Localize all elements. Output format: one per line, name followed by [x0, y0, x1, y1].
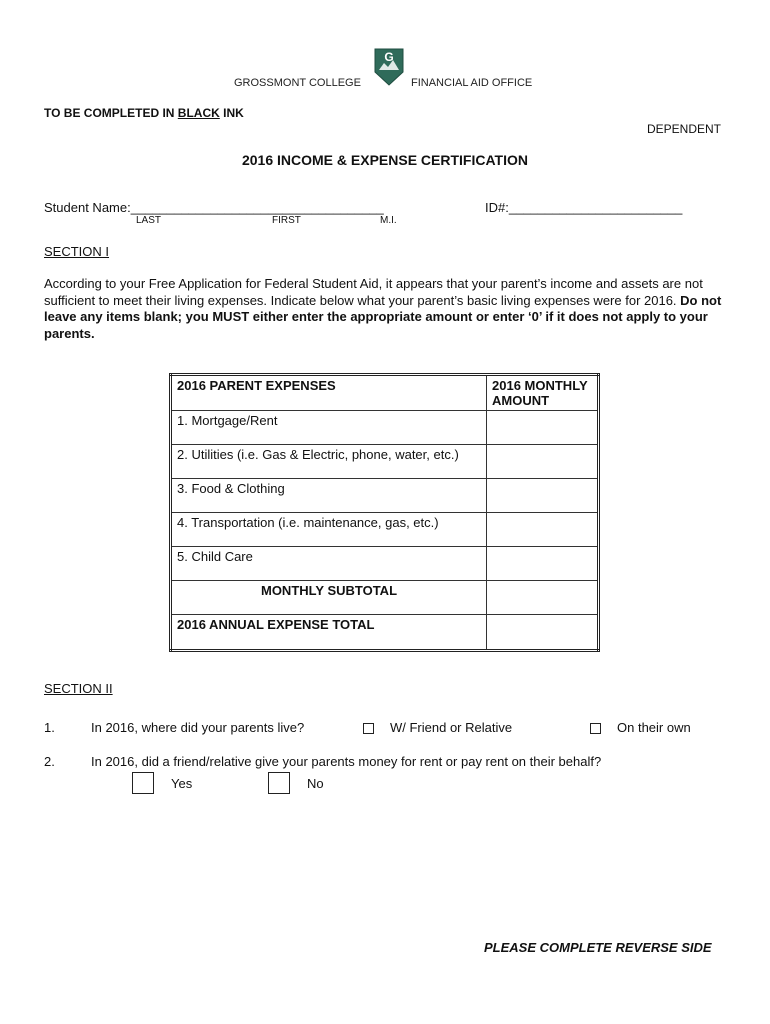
checkbox-no[interactable] — [268, 772, 290, 794]
table-row — [171, 547, 599, 581]
form-title: 2016 INCOME & EXPENSE CERTIFICATION — [241, 152, 528, 168]
sub-label-last: LAST — [136, 215, 162, 226]
ink-prefix: TO BE COMPLETED IN — [44, 106, 178, 120]
col-header-monthly: 2016 MONTHLY AMOUNT — [487, 375, 599, 411]
option-no-label: No — [307, 776, 324, 791]
amount-field-subtotal[interactable] — [487, 581, 599, 615]
logo-letter: G — [384, 50, 394, 64]
expense-table — [169, 373, 600, 652]
sub-label-first: FIRST — [272, 215, 301, 226]
student-id-field[interactable]: ________________________ — [508, 200, 683, 215]
expense-label-food: 3. Food & Clothing — [171, 479, 487, 513]
amount-field-annual-total[interactable] — [487, 615, 599, 651]
ink-color: BLACK — [177, 106, 220, 120]
student-name-field[interactable]: ___________________________________ — [130, 200, 384, 215]
col-header-expenses: 2016 PARENT EXPENSES — [171, 375, 487, 411]
reverse-side-notice: PLEASE COMPLETE REVERSE SIDE — [484, 940, 712, 955]
option-friend-relative-label: W/ Friend or Relative — [390, 720, 513, 735]
table-header-row — [171, 375, 599, 411]
table-row — [171, 581, 599, 615]
amount-field-transportation[interactable] — [487, 513, 599, 547]
option-yes-label: Yes — [171, 776, 193, 791]
student-id-label: ID#: — [485, 200, 509, 215]
student-name-label: Student Name: — [44, 200, 131, 215]
office-name: FINANCIAL AID OFFICE — [411, 77, 533, 89]
table-row — [171, 411, 599, 445]
student-name-row[interactable] — [44, 200, 384, 215]
ink-instruction — [44, 106, 244, 120]
checkbox-friend-relative[interactable] — [363, 723, 374, 734]
checkbox-yes[interactable] — [132, 772, 154, 794]
amount-field-utilities[interactable] — [487, 445, 599, 479]
question-2-text: In 2016, did a friend/relative give your parents money for rent or pay rent on their behalf? — [91, 754, 602, 769]
ink-suffix: INK — [219, 106, 244, 120]
amount-field-mortgage[interactable] — [487, 411, 599, 445]
question-2-number: 2. — [44, 754, 55, 769]
college-logo — [374, 48, 404, 86]
expense-label-mortgage: 1. Mortgage/Rent — [171, 411, 487, 445]
student-id-row[interactable] — [485, 200, 682, 215]
annual-total-label: 2016 ANNUAL EXPENSE TOTAL — [171, 615, 487, 651]
question-1-text: In 2016, where did your parents live? — [91, 720, 305, 735]
sub-label-mi: M.I. — [380, 215, 397, 226]
section-1-heading: SECTION I — [44, 244, 110, 259]
section-1-text: According to your Free Application for Federal Student Aid, it appears that your parent’s income and assets are not sufficient to meet their living expenses. Indicate below what your parent’s basic living expenses were for 2016. — [44, 276, 703, 308]
expense-label-utilities: 2. Utilities (i.e. Gas & Electric, phone, water, etc.) — [171, 445, 487, 479]
college-name: GROSSMONT COLLEGE — [234, 77, 361, 89]
monthly-subtotal-label: MONTHLY SUBTOTAL — [171, 581, 487, 615]
table-row — [171, 445, 599, 479]
checkbox-on-their-own[interactable] — [590, 723, 601, 734]
question-1-number: 1. — [44, 720, 55, 735]
section-1-bold-text: Do not leave any items blank; you MUST either enter the appropriate amount or enter ‘0’ if it does not apply to your parents. — [44, 292, 722, 341]
expense-label-childcare: 5. Child Care — [171, 547, 487, 581]
table-row — [171, 615, 599, 651]
amount-field-food[interactable] — [487, 479, 599, 513]
section-2-heading: SECTION II — [44, 681, 113, 696]
amount-field-childcare[interactable] — [487, 547, 599, 581]
expense-label-transportation: 4. Transportation (i.e. maintenance, gas, etc.) — [171, 513, 487, 547]
table-row — [171, 479, 599, 513]
dependent-status: DEPENDENT — [647, 122, 722, 136]
option-on-their-own-label: On their own — [617, 720, 691, 735]
table-row — [171, 513, 599, 547]
section-1-instructions — [44, 276, 724, 342]
